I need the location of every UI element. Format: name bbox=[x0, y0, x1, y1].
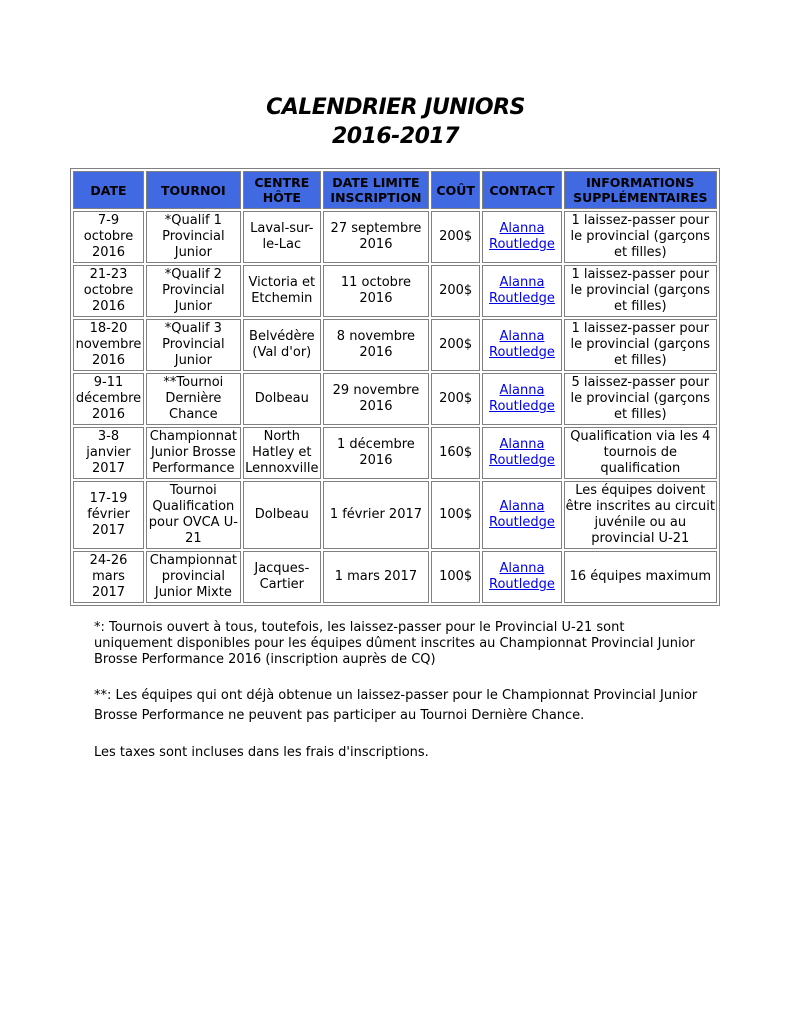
header-date: DATE bbox=[73, 171, 144, 209]
table-row bbox=[73, 551, 717, 603]
cell-info: 1 laissez-passer pour le provincial (garçons et filles) bbox=[564, 319, 717, 371]
cell-date: 7-9 octobre 2016 bbox=[73, 211, 144, 263]
table-row bbox=[73, 211, 717, 263]
cell-info: 1 laissez-passer pour le provincial (garçons et filles) bbox=[564, 211, 717, 263]
cell-date: 21-23 octobre 2016 bbox=[73, 265, 144, 317]
header-centre-hote: CENTRE HÔTE bbox=[243, 171, 321, 209]
header-date-limite: DATE LIMITE INSCRIPTION bbox=[323, 171, 429, 209]
cell-cout: 200$ bbox=[431, 319, 480, 371]
cell-info: 5 laissez-passer pour le provincial (garçons et filles) bbox=[564, 373, 717, 425]
cell-date: 24-26 mars 2017 bbox=[73, 551, 144, 603]
cell-info: 1 laissez-passer pour le provincial (garçons et filles) bbox=[564, 265, 717, 317]
cell-date-limite: 11 octobre 2016 bbox=[323, 265, 429, 317]
cell-tournoi: *Qualif 2 Provincial Junior bbox=[146, 265, 241, 317]
table-row bbox=[73, 481, 717, 549]
cell-date: 17-19 février 2017 bbox=[73, 481, 144, 549]
cell-centre: Dolbeau bbox=[243, 373, 321, 425]
header-cout: COÛT bbox=[431, 171, 480, 209]
cell-contact bbox=[482, 481, 561, 549]
cell-date-limite: 8 novembre 2016 bbox=[323, 319, 429, 371]
contact-link[interactable]: Alanna Routledge bbox=[489, 221, 555, 252]
title-line-2: 2016-2017 bbox=[331, 124, 460, 149]
cell-contact bbox=[482, 373, 561, 425]
cell-date-limite: 1 mars 2017 bbox=[323, 551, 429, 603]
table-row bbox=[73, 427, 717, 479]
contact-link[interactable]: Alanna Routledge bbox=[489, 329, 555, 360]
cell-tournoi: *Qualif 1 Provincial Junior bbox=[146, 211, 241, 263]
cell-info: Qualification via les 4 tournois de qualification bbox=[564, 427, 717, 479]
cell-centre: Belvédère (Val d'or) bbox=[243, 319, 321, 371]
table-header-row bbox=[73, 171, 717, 209]
note-single-asterisk: *: Tournois ouvert à tous, toutefois, les laissez-passer pour le Provincial U-21 sont uniquement disponibles pour les équipes dûment inscrites au Championnat Provincial Junior Brosse Performance 2016 (inscription auprès de CQ) bbox=[94, 620, 695, 667]
cell-info: 16 équipes maximum bbox=[564, 551, 717, 603]
cell-contact bbox=[482, 265, 561, 317]
cell-date-limite: 1 février 2017 bbox=[323, 481, 429, 549]
cell-cout: 100$ bbox=[431, 551, 480, 603]
cell-date: 9-11 décembre 2016 bbox=[73, 373, 144, 425]
title-line-1: CALENDRIER JUNIORS bbox=[266, 95, 525, 120]
table-row bbox=[73, 319, 717, 371]
cell-date-limite: 29 novembre 2016 bbox=[323, 373, 429, 425]
cell-centre: North Hatley et Lennoxville bbox=[243, 427, 321, 479]
cell-info: Les équipes doivent être inscrites au circuit juvénile ou au provincial U-21 bbox=[564, 481, 717, 549]
cell-contact bbox=[482, 427, 561, 479]
contact-link[interactable]: Alanna Routledge bbox=[489, 437, 555, 468]
header-contact: CONTACT bbox=[482, 171, 561, 209]
cell-tournoi: **Tournoi Dernière Chance bbox=[146, 373, 241, 425]
header-tournoi: TOURNOI bbox=[146, 171, 241, 209]
contact-link[interactable]: Alanna Routledge bbox=[489, 561, 555, 592]
cell-date-limite: 1 décembre 2016 bbox=[323, 427, 429, 479]
note-double-asterisk: **: Les équipes qui ont déjà obtenue un laissez-passer pour le Championnat Provincial Junior Brosse Performance ne peuvent pas participer au Tournoi Dernière Chance. bbox=[94, 688, 698, 723]
calendar-table bbox=[70, 168, 720, 606]
table-row bbox=[73, 373, 717, 425]
cell-contact bbox=[482, 319, 561, 371]
cell-cout: 100$ bbox=[431, 481, 480, 549]
cell-centre: Jacques-Cartier bbox=[243, 551, 321, 603]
cell-date-limite: 27 septembre 2016 bbox=[323, 211, 429, 263]
cell-cout: 200$ bbox=[431, 211, 480, 263]
cell-date: 3-8 janvier 2017 bbox=[73, 427, 144, 479]
cell-tournoi: *Qualif 3 Provincial Junior bbox=[146, 319, 241, 371]
cell-tournoi: Tournoi Qualification pour OVCA U-21 bbox=[146, 481, 241, 549]
cell-centre: Laval-sur-le-Lac bbox=[243, 211, 321, 263]
cell-cout: 200$ bbox=[431, 265, 480, 317]
cell-centre: Victoria et Etchemin bbox=[243, 265, 321, 317]
cell-tournoi: Championnat Junior Brosse Performance bbox=[146, 427, 241, 479]
cell-tournoi: Championnat provincial Junior Mixte bbox=[146, 551, 241, 603]
page-title bbox=[0, 93, 791, 151]
cell-cout: 200$ bbox=[431, 373, 480, 425]
note-taxes: Les taxes sont incluses dans les frais d'inscriptions. bbox=[94, 745, 429, 760]
cell-cout: 160$ bbox=[431, 427, 480, 479]
cell-centre: Dolbeau bbox=[243, 481, 321, 549]
header-informations: INFORMATIONS SUPPLÉMENTAIRES bbox=[564, 171, 717, 209]
table-row bbox=[73, 265, 717, 317]
contact-link[interactable]: Alanna Routledge bbox=[489, 383, 555, 414]
cell-contact bbox=[482, 211, 561, 263]
cell-date: 18-20 novembre 2016 bbox=[73, 319, 144, 371]
contact-link[interactable]: Alanna Routledge bbox=[489, 499, 555, 530]
contact-link[interactable]: Alanna Routledge bbox=[489, 275, 555, 306]
cell-contact bbox=[482, 551, 561, 603]
